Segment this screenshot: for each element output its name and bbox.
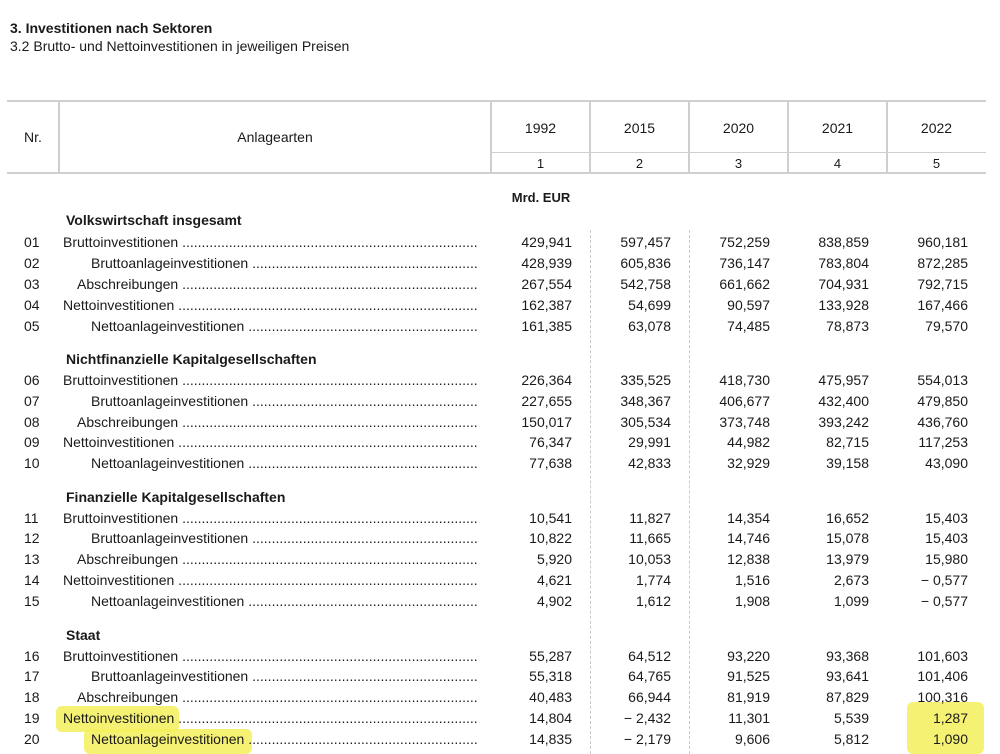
table-row — [0, 234, 1000, 254]
row-number: 11 — [24, 510, 39, 526]
row-number: 16 — [24, 648, 40, 664]
cell-value: 1,287 — [932, 710, 968, 726]
cell-value: 150,017 — [521, 414, 572, 430]
table-row — [0, 530, 1000, 550]
row-label: Abschreibungen ..... — [77, 551, 478, 567]
row-number: 06 — [24, 372, 40, 388]
cell-value: 93,220 — [727, 648, 770, 664]
cell-value: 13,979 — [826, 551, 869, 567]
cell-value: 64,512 — [628, 648, 671, 664]
column-number: 4 — [833, 156, 842, 171]
section-title: Staat — [66, 627, 101, 643]
cell-value: 1,090 — [932, 731, 968, 747]
row-number: 10 — [24, 455, 40, 471]
year-header: 2021 — [821, 120, 854, 136]
cell-value: 66,944 — [628, 689, 671, 705]
cell-value: 55,318 — [529, 668, 572, 684]
cell-value: 10,541 — [529, 510, 572, 526]
cell-value: 872,285 — [917, 255, 968, 271]
row-label: Bruttoinvestitionen ..... — [63, 372, 478, 388]
cell-value: 15,078 — [826, 530, 869, 546]
year-header: 2015 — [623, 120, 656, 136]
row-number: 17 — [24, 668, 40, 684]
cell-value: 838,859 — [818, 234, 869, 250]
cell-value: − 0,577 — [920, 593, 968, 609]
table-row — [0, 393, 1000, 413]
table-row — [0, 318, 1000, 338]
cell-value: 783,804 — [818, 255, 869, 271]
table-row — [0, 551, 1000, 571]
cell-value: 10,053 — [628, 551, 671, 567]
cell-value: 960,181 — [917, 234, 968, 250]
table-row — [0, 297, 1000, 317]
year-header: 2022 — [920, 120, 953, 136]
cell-value: 15,980 — [925, 551, 968, 567]
cell-value: 76,347 — [529, 434, 572, 450]
page-title: 3. Investitionen nach Sektoren — [10, 20, 213, 36]
cell-value: 335,525 — [620, 372, 671, 388]
table-row — [0, 668, 1000, 688]
cell-value: 74,485 — [727, 318, 770, 334]
row-label: Nettoanlageinvestitionen ..... — [91, 455, 478, 471]
row-label: Nettoinvestitionen ..... — [63, 710, 478, 726]
cell-value: 14,354 — [727, 510, 770, 526]
column-number: 2 — [635, 156, 644, 171]
row-number: 12 — [24, 530, 40, 546]
cell-value: 406,677 — [719, 393, 770, 409]
year-header-rule — [491, 152, 986, 153]
cell-value: 87,829 — [826, 689, 869, 705]
table-row — [0, 414, 1000, 434]
cell-value: 29,991 — [628, 434, 671, 450]
cell-value: 93,641 — [826, 668, 869, 684]
column-number: 3 — [734, 156, 743, 171]
row-label: Bruttoanlageinvestitionen ..... — [91, 255, 478, 271]
cell-value: 64,765 — [628, 668, 671, 684]
row-number: 04 — [24, 297, 40, 313]
cell-value: 554,013 — [917, 372, 968, 388]
cell-value: 14,835 — [529, 731, 572, 747]
row-number: 09 — [24, 434, 40, 450]
row-label: Nettoinvestitionen ..... — [63, 434, 478, 450]
cell-value: 542,758 — [620, 276, 671, 292]
cell-value: − 2,179 — [623, 731, 671, 747]
cell-value: 1,516 — [734, 572, 770, 588]
table-row — [0, 689, 1000, 709]
cell-value: 101,603 — [917, 648, 968, 664]
cell-value: 12,838 — [727, 551, 770, 567]
cell-value: 11,665 — [629, 530, 671, 546]
row-number: 20 — [24, 731, 40, 747]
cell-value: 15,403 — [925, 510, 968, 526]
cell-value: 267,554 — [521, 276, 572, 292]
row-label: Bruttoinvestitionen ..... — [63, 648, 478, 664]
row-number: 08 — [24, 414, 40, 430]
year-header: 2020 — [722, 120, 755, 136]
cell-value: 81,919 — [727, 689, 770, 705]
unit-label: Mrd. EUR — [511, 190, 571, 205]
cell-value: 42,833 — [628, 455, 671, 471]
cell-value: 792,715 — [917, 276, 968, 292]
header-bottom-rule — [7, 172, 986, 174]
cell-value: 305,534 — [620, 414, 671, 430]
row-label: Abschreibungen ..... — [77, 689, 478, 705]
table-row — [0, 648, 1000, 668]
cell-value: 43,090 — [925, 455, 968, 471]
cell-value: 393,242 — [818, 414, 869, 430]
cell-value: 14,746 — [727, 530, 770, 546]
cell-value: 1,774 — [635, 572, 671, 588]
cell-value: 32,929 — [727, 455, 770, 471]
row-number: 13 — [24, 551, 40, 567]
column-number: 5 — [932, 156, 941, 171]
row-label: Nettoinvestitionen ..... — [63, 297, 478, 313]
table-row — [0, 255, 1000, 275]
label-header: Anlagearten — [237, 129, 313, 145]
cell-value: 16,652 — [826, 510, 869, 526]
row-number: 01 — [24, 234, 40, 250]
row-number: 03 — [24, 276, 40, 292]
cell-value: 752,259 — [719, 234, 770, 250]
page-subtitle: 3.2 Brutto- und Nettoinvestitionen in jeweiligen Preisen — [10, 38, 350, 54]
cell-value: 40,483 — [529, 689, 572, 705]
row-label: Nettoanlageinvestitionen ..... — [91, 731, 478, 747]
cell-value: 11,827 — [629, 510, 671, 526]
cell-value: 4,621 — [536, 572, 572, 588]
cell-value: 63,078 — [628, 318, 671, 334]
row-number: 15 — [24, 593, 40, 609]
cell-value: 100,316 — [917, 689, 968, 705]
row-number: 14 — [24, 572, 40, 588]
cell-value: 661,662 — [719, 276, 770, 292]
year-header: 1992 — [524, 120, 557, 136]
cell-value: 91,525 — [727, 668, 770, 684]
cell-value: 14,804 — [529, 710, 572, 726]
table-row — [0, 593, 1000, 613]
cell-value: 1,099 — [833, 593, 869, 609]
cell-value: 373,748 — [719, 414, 770, 430]
row-label: Abschreibungen ..... — [77, 414, 478, 430]
cell-value: 93,368 — [826, 648, 869, 664]
section-title: Volkswirtschaft insgesamt — [66, 212, 242, 228]
row-label: Bruttoinvestitionen ..... — [63, 234, 478, 250]
cell-value: 54,699 — [628, 297, 671, 313]
cell-value: 133,928 — [818, 297, 869, 313]
row-label: Bruttoanlageinvestitionen ..... — [91, 393, 478, 409]
table-row — [0, 731, 1000, 751]
cell-value: 1,612 — [635, 593, 671, 609]
cell-value: − 2,432 — [623, 710, 671, 726]
row-number: 05 — [24, 318, 40, 334]
cell-value: 348,367 — [620, 393, 671, 409]
cell-value: 475,957 — [818, 372, 869, 388]
row-label: Nettoanlageinvestitionen ..... — [91, 593, 478, 609]
row-number: 07 — [24, 393, 40, 409]
cell-value: 418,730 — [719, 372, 770, 388]
cell-value: 227,655 — [521, 393, 572, 409]
row-number: 02 — [24, 255, 40, 271]
cell-value: 77,638 — [529, 455, 572, 471]
cell-value: 2,673 — [833, 572, 869, 588]
cell-value: 436,760 — [917, 414, 968, 430]
row-number: 18 — [24, 689, 40, 705]
table-row — [0, 710, 1000, 730]
cell-value: 4,902 — [536, 593, 572, 609]
section-title: Finanzielle Kapitalgesellschaften — [66, 489, 286, 505]
row-label: Bruttoinvestitionen ..... — [63, 510, 478, 526]
cell-value: 78,873 — [826, 318, 869, 334]
cell-value: 15,403 — [925, 530, 968, 546]
table-row — [0, 434, 1000, 454]
section-title: Nichtfinanzielle Kapitalgesellschaften — [66, 351, 317, 367]
cell-value: 479,850 — [917, 393, 968, 409]
table-row — [0, 572, 1000, 592]
cell-value: 226,364 — [521, 372, 572, 388]
cell-value: 82,715 — [826, 434, 869, 450]
cell-value: 162,387 — [521, 297, 572, 313]
cell-value: 117,253 — [918, 434, 968, 450]
row-number: 19 — [24, 710, 40, 726]
cell-value: 429,941 — [521, 234, 572, 250]
cell-value: 597,457 — [620, 234, 671, 250]
cell-value: 10,822 — [529, 530, 572, 546]
cell-value: 5,920 — [536, 551, 572, 567]
cell-value: 704,931 — [818, 276, 869, 292]
cell-value: 605,836 — [620, 255, 671, 271]
cell-value: 44,982 — [727, 434, 770, 450]
cell-value: 9,606 — [734, 731, 770, 747]
table-row — [0, 510, 1000, 530]
cell-value: 1,908 — [734, 593, 770, 609]
table-top-rule — [7, 100, 986, 102]
cell-value: 101,406 — [917, 668, 968, 684]
row-label: Abschreibungen ..... — [77, 276, 478, 292]
cell-value: 736,147 — [719, 255, 770, 271]
cell-value: 39,158 — [826, 455, 869, 471]
cell-value: 432,400 — [818, 393, 869, 409]
cell-value: − 0,577 — [920, 572, 968, 588]
cell-value: 90,597 — [727, 297, 770, 313]
cell-value: 161,385 — [521, 318, 572, 334]
row-label: Bruttoanlageinvestitionen ..... — [91, 668, 478, 684]
column-number: 1 — [536, 156, 545, 171]
row-label: Nettoanlageinvestitionen ..... — [91, 318, 478, 334]
row-label: Bruttoanlageinvestitionen ..... — [91, 530, 478, 546]
cell-value: 79,570 — [925, 318, 968, 334]
nr-header: Nr. — [24, 129, 42, 145]
table-row — [0, 372, 1000, 392]
cell-value: 11,301 — [728, 710, 770, 726]
table-row — [0, 276, 1000, 296]
cell-value: 55,287 — [529, 648, 572, 664]
table-row — [0, 455, 1000, 475]
cell-value: 428,939 — [521, 255, 572, 271]
cell-value: 5,812 — [833, 731, 869, 747]
row-label: Nettoinvestitionen ..... — [63, 572, 478, 588]
cell-value: 167,466 — [917, 297, 968, 313]
cell-value: 5,539 — [833, 710, 869, 726]
